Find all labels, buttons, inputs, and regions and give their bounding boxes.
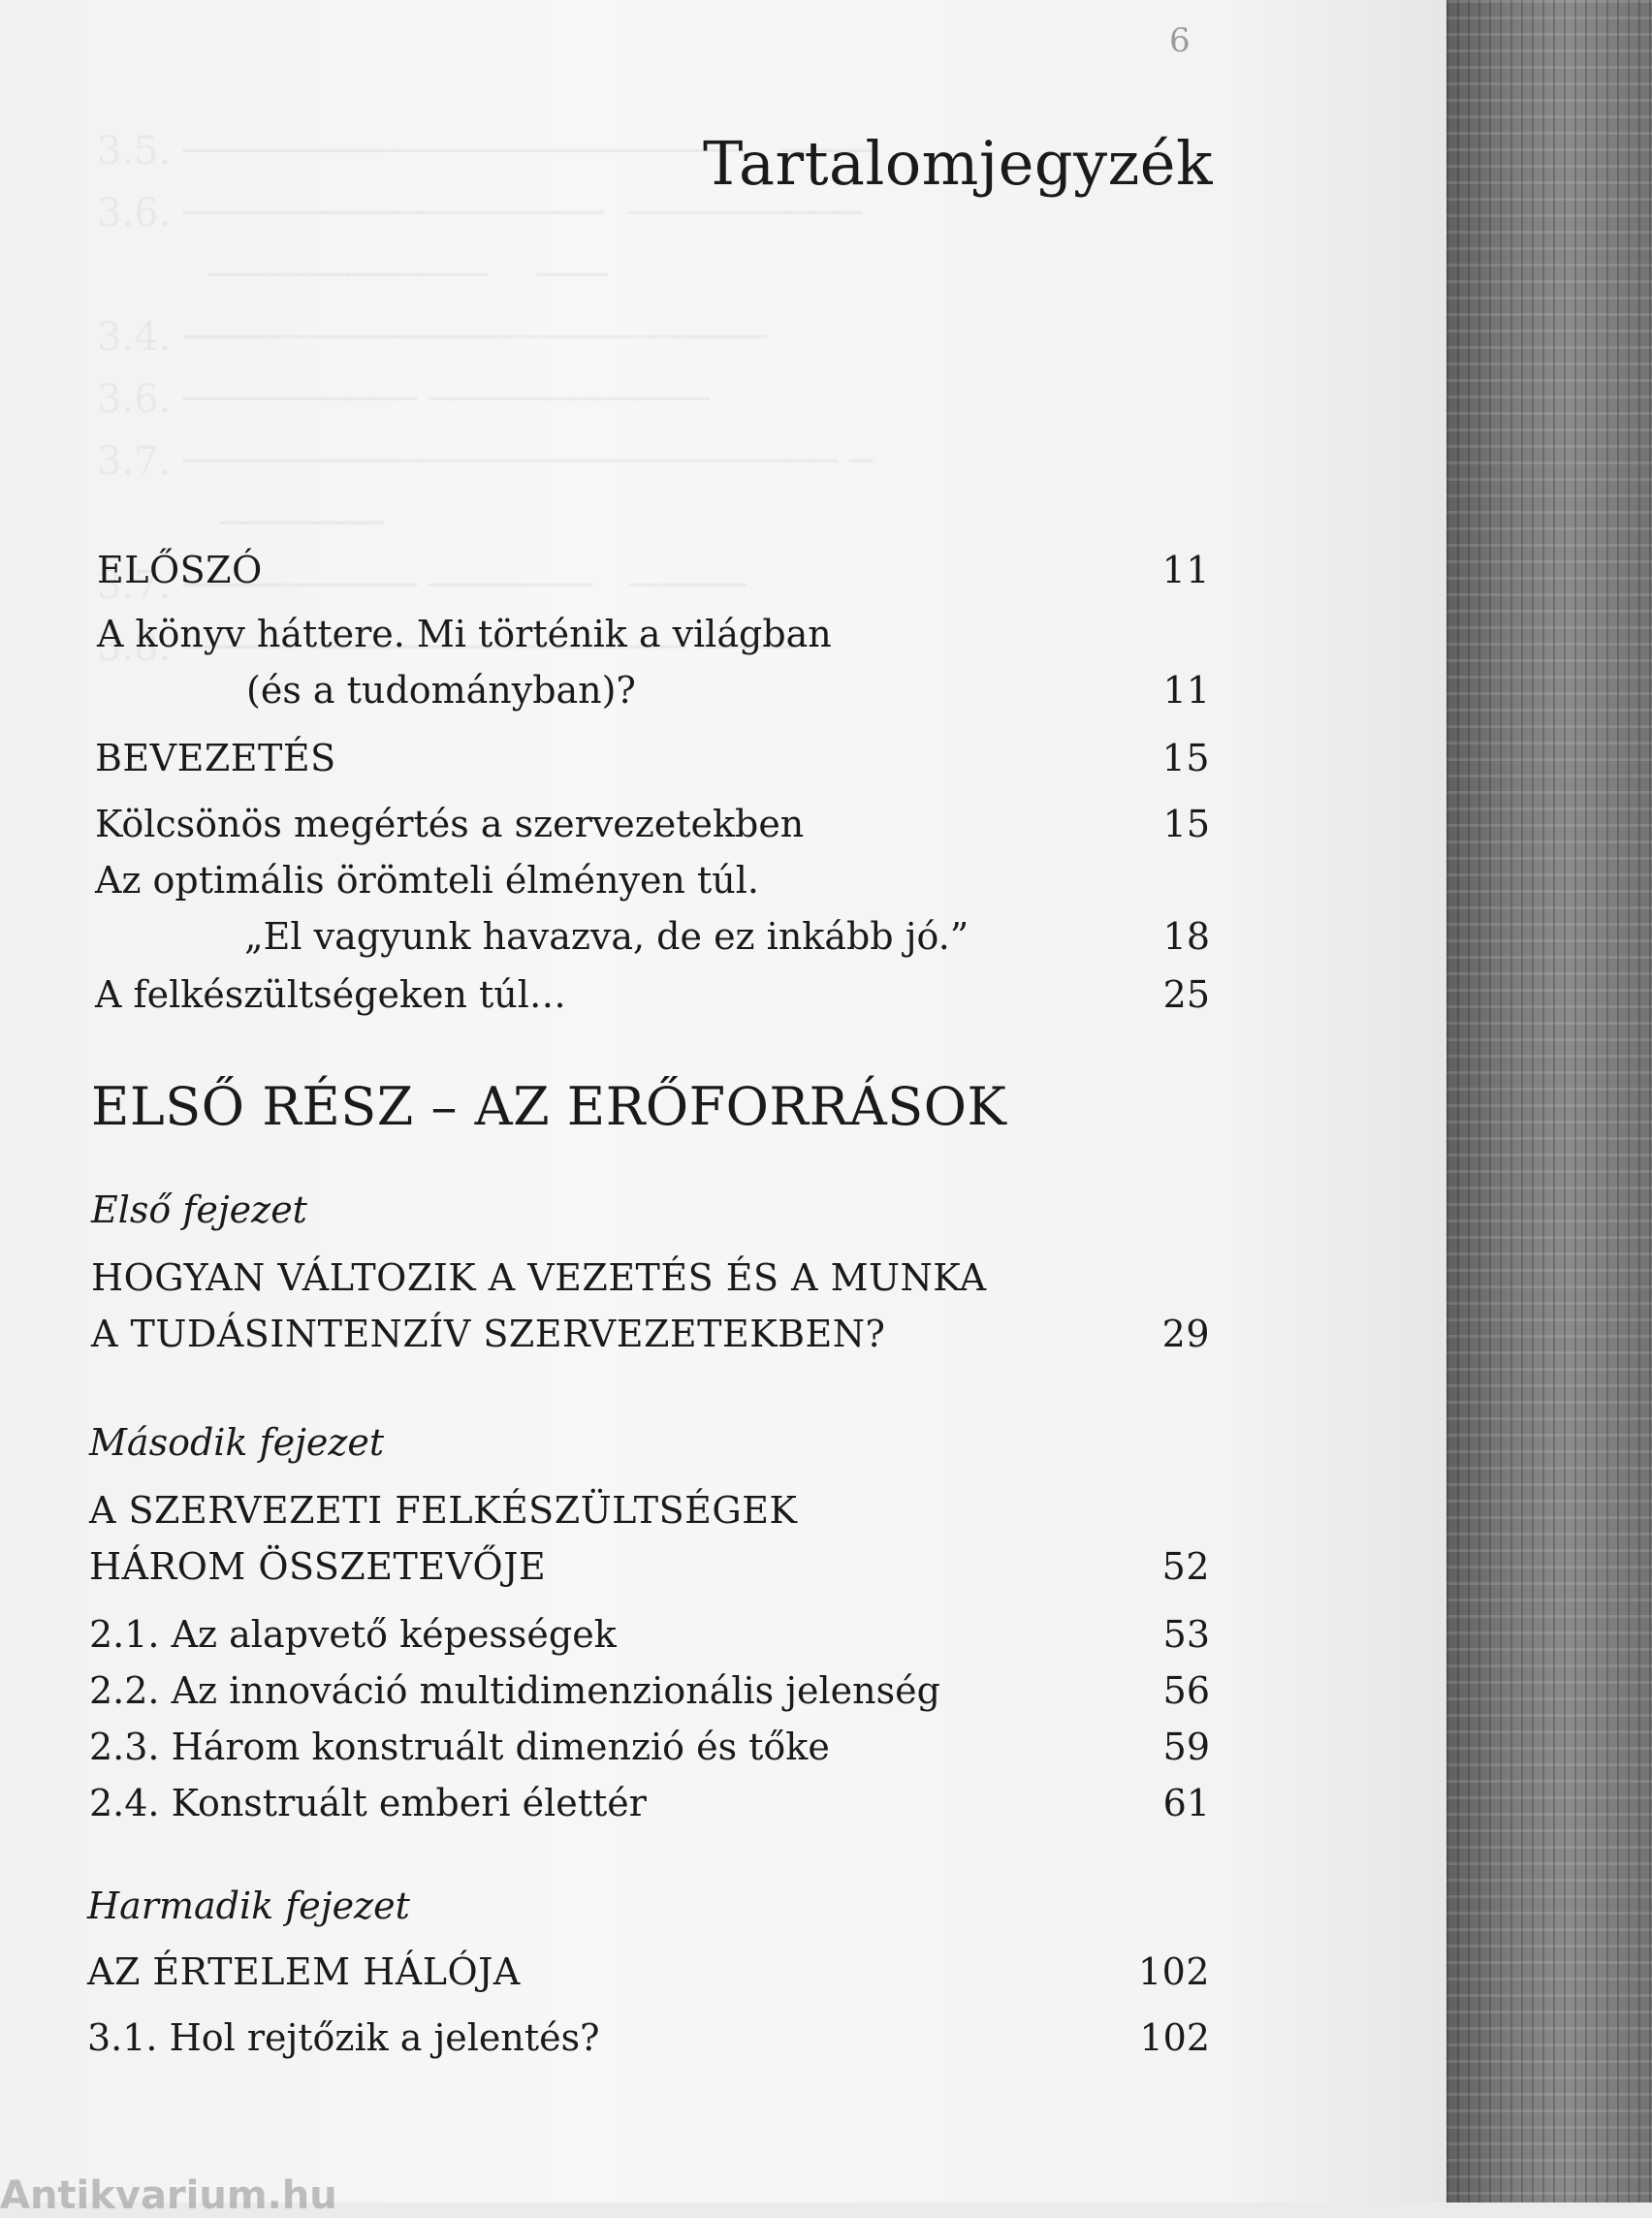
chapter-title: HOGYAN VÁLTOZIK A VEZETÉS ÉS A MUNKA: [91, 1256, 987, 1299]
entry-label: „El vagyunk havazva, de ez inkább jó.”: [244, 915, 969, 958]
chapter-label: Második fejezet: [89, 1421, 385, 1464]
part-title: ELSŐ RÉSZ – AZ ERŐFORRÁSOK: [91, 1076, 1007, 1137]
entry-label: Az optimális örömteli élményen túl.: [95, 859, 759, 902]
entry-page: 29: [1161, 1313, 1210, 1355]
section-label: 2.1. Az alapvető képességek: [89, 1613, 617, 1656]
entry-page: 102: [1137, 1950, 1210, 1993]
section-label: 3.1. Hol rejtőzik a jelentés?: [87, 2016, 600, 2059]
chapter-title: A SZERVEZETI FELKÉSZÜLTSÉGEK: [89, 1489, 798, 1532]
entry-page: 25: [1162, 973, 1210, 1016]
entry-label: A felkészültségeken túl…: [95, 973, 566, 1016]
entry-label: (és a tudományban)?: [246, 669, 636, 712]
chapter-title: A TUDÁSINTENZÍV SZERVEZETEKBEN?: [91, 1313, 886, 1355]
entry-page: 15: [1162, 803, 1210, 845]
section-label: 2.2. Az innováció multidimenzionális jelenség: [89, 1669, 940, 1712]
entry-page: 61: [1162, 1782, 1210, 1824]
entry-page: 102: [1139, 2016, 1210, 2059]
chapter-label: Első fejezet: [91, 1188, 307, 1231]
entry-page: 11: [1161, 549, 1210, 591]
entry-label: A könyv háttere. Mi történik a világban: [97, 613, 832, 655]
entry-label: Kölcsönös megértés a szervezetekben: [95, 803, 805, 845]
entry-page: 59: [1162, 1726, 1210, 1768]
watermark-text: Antikvarium.hu: [0, 2173, 337, 2218]
entry-page: 53: [1162, 1613, 1210, 1656]
entry-page: 18: [1162, 915, 1210, 958]
section-label: 2.3. Három konstruált dimenzió és tőke: [89, 1726, 830, 1768]
section-label: 2.4. Konstruált emberi élettér: [89, 1782, 647, 1824]
entry-page: 56: [1162, 1669, 1210, 1712]
page-title: Tartalomjegyzék: [703, 128, 1214, 199]
entry-page: 15: [1161, 737, 1210, 779]
entry-label: BEVEZETÉS: [95, 737, 336, 779]
entry-page: 52: [1161, 1545, 1210, 1588]
entry-page: 11: [1162, 669, 1210, 712]
chapter-label: Harmadik fejezet: [87, 1885, 410, 1927]
page-edges-stack: [1446, 0, 1652, 2202]
entry-label: ELŐSZÓ: [97, 549, 263, 591]
chapter-title: AZ ÉRTELEM HÁLÓJA: [87, 1950, 521, 1993]
page-number: 6: [1169, 21, 1191, 60]
chapter-title: HÁROM ÖSSZETEVŐJE: [89, 1545, 547, 1588]
